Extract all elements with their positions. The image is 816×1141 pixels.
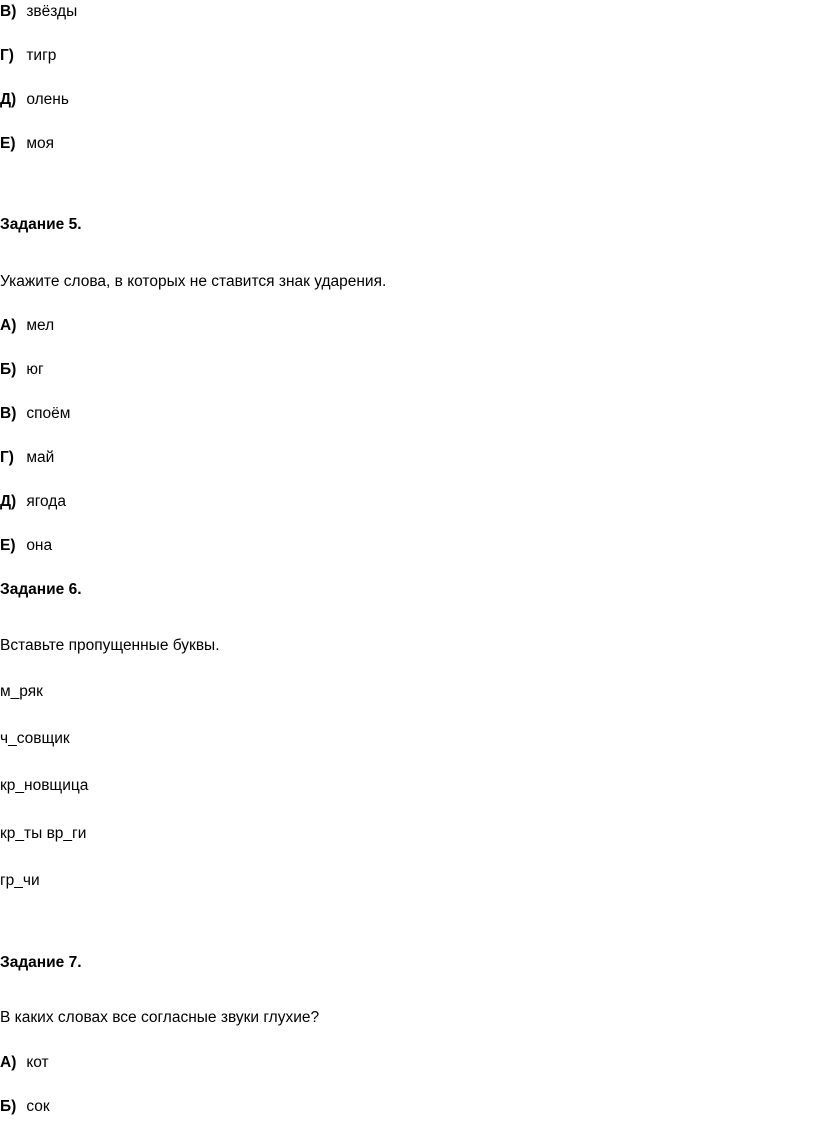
option-text: май bbox=[26, 449, 55, 466]
task6-word: ч_совщик bbox=[0, 730, 70, 747]
task5-option-g bbox=[0, 448, 54, 468]
option-text: кот bbox=[26, 1054, 49, 1071]
task5-option-b bbox=[0, 360, 44, 380]
task6-word: кр_ты вр_ги bbox=[0, 825, 87, 842]
task7-option-b bbox=[0, 1097, 50, 1117]
task4-option-v bbox=[0, 2, 77, 22]
task6-word: кр_новщица bbox=[0, 777, 89, 794]
option-text: тигр bbox=[26, 47, 57, 64]
task6-word: м_ряк bbox=[0, 683, 43, 700]
option-text: юг bbox=[26, 361, 44, 378]
task4-option-e bbox=[0, 134, 54, 154]
task5-option-d bbox=[0, 492, 66, 512]
task7-option-a bbox=[0, 1053, 49, 1073]
option-letter: Е) bbox=[0, 537, 16, 554]
option-text: звёзды bbox=[26, 3, 78, 20]
option-letter: Д) bbox=[0, 493, 17, 510]
option-text: моя bbox=[26, 135, 54, 152]
option-letter: Б) bbox=[0, 361, 17, 378]
task6-word: гр_чи bbox=[0, 872, 40, 889]
option-letter: В) bbox=[0, 3, 17, 20]
task5-title: Задание 5. bbox=[0, 216, 82, 233]
option-text: она bbox=[26, 537, 53, 554]
task4-option-g bbox=[0, 46, 56, 66]
task5-option-e bbox=[0, 536, 52, 556]
option-text: споём bbox=[26, 405, 71, 422]
task6-question: Вставьте пропущенные буквы. bbox=[0, 637, 220, 654]
option-letter: Е) bbox=[0, 135, 16, 152]
task4-option-d bbox=[0, 90, 69, 110]
option-letter: Г) bbox=[0, 449, 14, 466]
option-text: ягода bbox=[26, 493, 66, 510]
option-text: мел bbox=[26, 317, 55, 334]
task5-option-a bbox=[0, 316, 54, 336]
option-text: олень bbox=[26, 91, 69, 108]
task7-title: Задание 7. bbox=[0, 954, 82, 971]
option-text: сок bbox=[26, 1098, 50, 1115]
option-letter: Г) bbox=[0, 47, 14, 64]
option-letter: Д) bbox=[0, 91, 17, 108]
task5-question: Укажите слова, в которых не ставится знак ударения. bbox=[0, 273, 387, 290]
task5-option-v bbox=[0, 404, 70, 424]
task6-title: Задание 6. bbox=[0, 581, 82, 598]
option-letter: А) bbox=[0, 317, 17, 334]
option-letter: Б) bbox=[0, 1098, 17, 1115]
task7-question: В каких словах все согласные звуки глухие? bbox=[0, 1009, 320, 1026]
option-letter: А) bbox=[0, 1054, 17, 1071]
option-letter: В) bbox=[0, 405, 17, 422]
